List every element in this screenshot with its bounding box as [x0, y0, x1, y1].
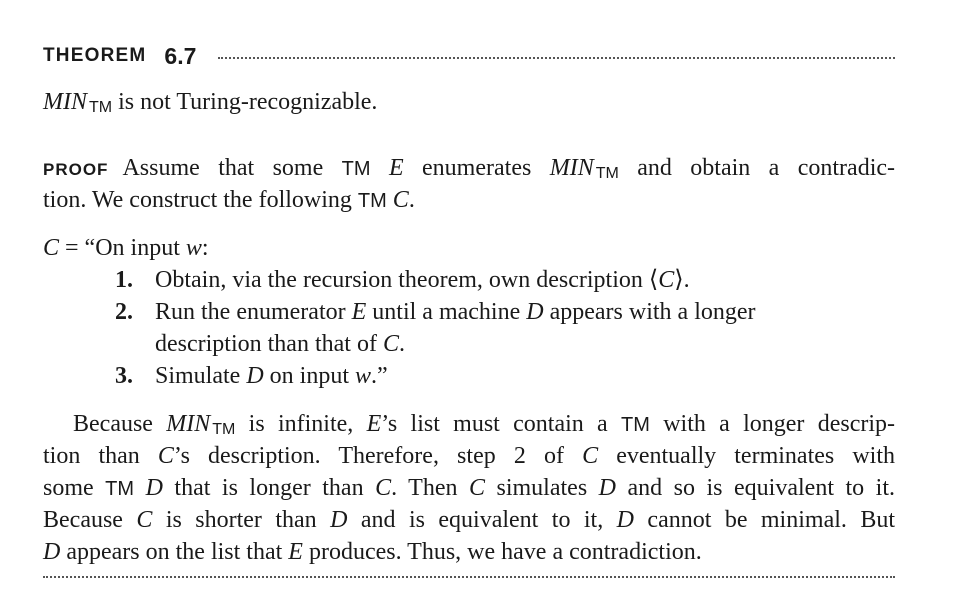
- text: enumerates: [403, 155, 550, 181]
- text: some: [43, 475, 106, 501]
- var-E: E: [351, 299, 367, 325]
- var-C: C: [157, 443, 174, 469]
- step-1: [115, 264, 690, 296]
- text: [371, 155, 389, 181]
- proof-label: PROOF: [43, 160, 109, 179]
- bottom-dotted-rule: [43, 576, 895, 578]
- text: tion than: [43, 443, 158, 469]
- text: Because: [73, 411, 167, 437]
- theorem-heading: [43, 40, 895, 72]
- var-D: D: [145, 475, 163, 501]
- text: Run the enumerator: [155, 299, 352, 325]
- tm-abbr: TM: [341, 158, 371, 180]
- var-D: D: [616, 507, 634, 533]
- text: ’s list must contain a: [381, 411, 622, 437]
- var-C: C: [582, 443, 599, 469]
- proof-line-2: [43, 184, 415, 217]
- tm-subscript: TM: [212, 421, 236, 438]
- text: that is longer than: [162, 475, 376, 501]
- var-C: C: [43, 235, 60, 261]
- var-C: C: [468, 475, 485, 501]
- text: is infinite,: [235, 411, 367, 437]
- var-D: D: [43, 539, 61, 565]
- var-D: D: [246, 363, 264, 389]
- machine-definition: [43, 232, 209, 264]
- var-E: E: [288, 539, 303, 565]
- text: appears on the list that: [60, 539, 289, 565]
- var-C: C: [382, 331, 399, 357]
- min-symbol: MIN: [166, 411, 211, 437]
- text: simulates: [485, 475, 599, 501]
- text: until a machine: [366, 299, 527, 325]
- text: on input: [263, 363, 356, 389]
- text: Assume that some: [122, 155, 342, 181]
- theorem-number: 6.7: [164, 42, 197, 69]
- min-symbol: MIN: [43, 89, 87, 115]
- var-w: w: [355, 363, 372, 389]
- para-line-3: [43, 472, 895, 505]
- tm-abbr: TM: [105, 478, 135, 500]
- text: and obtain a contradic-: [618, 155, 896, 181]
- text: tion. We construct the following: [43, 187, 358, 213]
- var-C: C: [136, 507, 153, 533]
- text: Because: [43, 507, 137, 533]
- text: = “On input: [59, 235, 186, 261]
- step-number: 3.: [115, 363, 133, 389]
- text: produces. Thus, we have a contradiction.: [302, 539, 702, 565]
- text: cannot be minimal. But: [633, 507, 895, 533]
- step-3: [115, 360, 388, 392]
- text: and so is equivalent to it.: [616, 475, 896, 501]
- theorem-statement: [43, 86, 377, 121]
- min-symbol: MIN: [549, 155, 594, 181]
- text: description than that of: [155, 331, 383, 357]
- text: . Then: [391, 475, 469, 501]
- var-E: E: [366, 411, 382, 437]
- step-2-continuation: [155, 328, 405, 360]
- tm-abbr: TM: [621, 414, 650, 436]
- text: .”: [371, 363, 388, 389]
- text: :: [201, 235, 209, 261]
- var-C: C: [392, 187, 409, 213]
- var-D: D: [598, 475, 617, 501]
- var-w: w: [185, 235, 202, 261]
- text: .: [398, 331, 405, 357]
- para-line-4: [43, 504, 895, 536]
- text: ’s description. Therefore, step 2 of: [173, 443, 583, 469]
- var-C: C: [658, 267, 675, 293]
- para-line-1: [73, 408, 895, 443]
- step-number: 2.: [115, 299, 133, 325]
- step-number: 1.: [115, 267, 133, 293]
- tm-subscript: TM: [595, 165, 619, 182]
- text: [134, 475, 146, 501]
- text: Simulate: [155, 363, 247, 389]
- var-D: D: [526, 299, 544, 325]
- tm-abbr: TM: [357, 190, 387, 212]
- text: and is equivalent to it,: [347, 507, 617, 533]
- text: .: [408, 187, 415, 213]
- theorem-label: THEOREM: [43, 45, 147, 66]
- text: ⟩.: [674, 267, 690, 293]
- proof-line-1: [43, 152, 895, 187]
- text: appears with a longer: [543, 299, 756, 325]
- var-E: E: [388, 155, 404, 181]
- tm-subscript: TM: [89, 99, 113, 116]
- text: eventually terminates with: [598, 443, 896, 469]
- para-line-2: [43, 440, 895, 472]
- step-2: [115, 296, 756, 328]
- var-C: C: [375, 475, 392, 501]
- para-line-5: [43, 536, 702, 568]
- dotted-rule: [218, 57, 895, 59]
- text: with a longer descrip-: [649, 411, 895, 437]
- statement-text: is not Turing-recognizable.: [112, 89, 378, 115]
- text: Obtain, via the recursion theorem, own description ⟨: [155, 267, 659, 293]
- var-D: D: [330, 507, 348, 533]
- text: is shorter than: [152, 507, 331, 533]
